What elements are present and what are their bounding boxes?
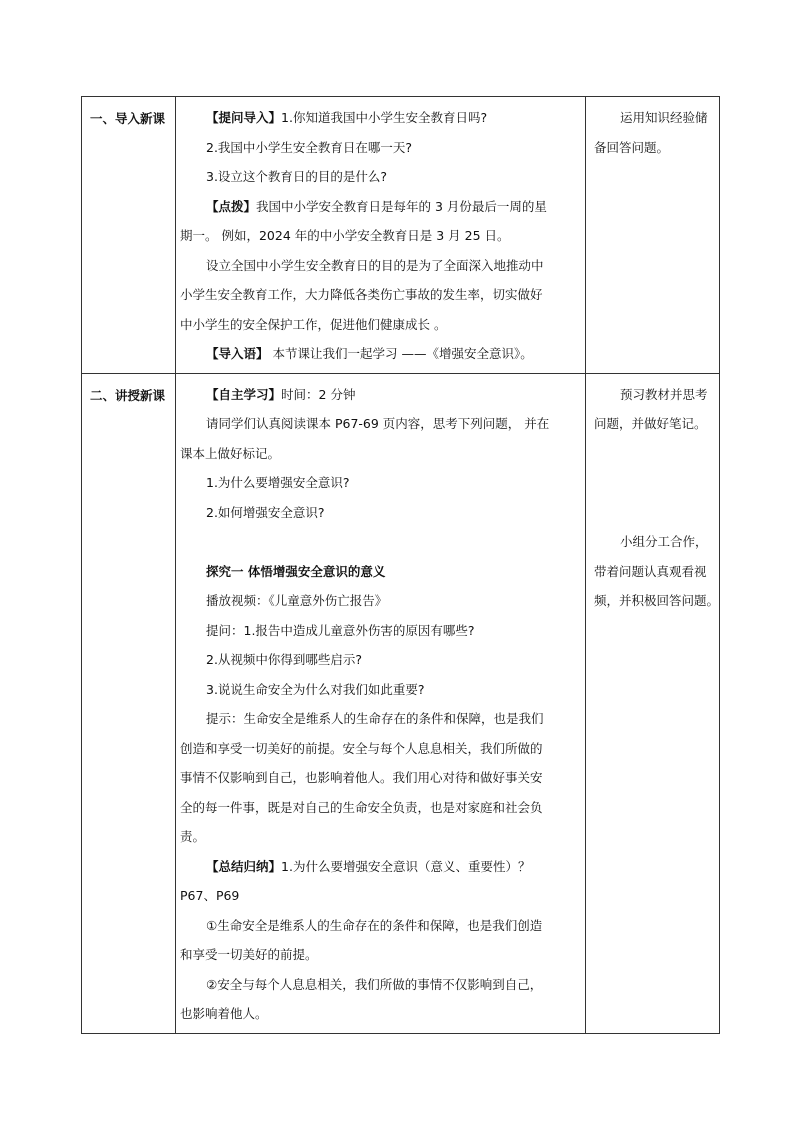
- teacher-activity-cell: [176, 373, 586, 1033]
- student-activity-cell: [586, 97, 720, 374]
- section-title: 一、导入新课: [90, 111, 166, 126]
- study-question-2: 2.如何增强安全意识?: [206, 504, 325, 520]
- reading-line-1: 请同学们认真阅读课本 P67-69 页内容，思考下列问题， 并在: [206, 416, 550, 431]
- student-activity-cell: [586, 373, 720, 1033]
- ask-3: 3.说说生命安全为什么对我们如此重要?: [206, 681, 425, 697]
- question-1: 【提问导入】1.你知道我国中小学生安全教育日吗?: [206, 110, 488, 125]
- student-note-line-1: 运用知识经验储: [620, 110, 708, 125]
- student-note-line-4: 带着问题认真观看视: [594, 563, 707, 579]
- intro-line: 【导入语】 本节课让我们一起学习 ——《增强安全意识》。: [206, 346, 533, 361]
- reading-line-2: 课本上做好标记。: [180, 445, 281, 461]
- student-note-line-2: 问题，并做好笔记。: [594, 416, 707, 431]
- tip-line-1: 提示：生命安全是维系人的生命存在的条件和保障，也是我们: [206, 711, 544, 726]
- summary-pages: P67、P69: [180, 888, 240, 903]
- section-row-new-lesson: [82, 373, 720, 1033]
- section-title-cell: [82, 97, 176, 374]
- hint-label: 【点拨】: [206, 198, 257, 214]
- tip-line-2: 创造和享受一切美好的前提。安全与每个人息息相关，我们所做的: [180, 740, 543, 756]
- student-note-line-3: 小组分工合作，: [620, 534, 708, 549]
- summary-label: 【总结归纳】: [206, 858, 282, 874]
- video-line: 播放视频：《儿童意外伤亡报告》: [206, 593, 388, 608]
- tip-line-3: 事情不仅影响到自己，也影响着他人。我们用心对待和做好事关安: [180, 770, 543, 785]
- teacher-activity-cell: [176, 97, 586, 374]
- self-study-line: 【自主学习】时间：2 分钟: [206, 386, 356, 402]
- ask-2: 2.从视频中你得到哪些启示?: [206, 652, 363, 667]
- tip-line-5: 责。: [180, 829, 206, 844]
- hint-line-2: 期一。 例如，2024 年的中小学安全教育日是 3 月 25 日。: [180, 228, 510, 243]
- point-1-line-2: 和享受一切美好的前提。: [180, 947, 318, 962]
- student-note-line-2: 备回答问题。: [594, 139, 670, 155]
- section-title-cell: [82, 373, 176, 1033]
- self-study-label: 【自主学习】: [206, 386, 282, 402]
- intro-label: 【导入语】: [206, 346, 269, 361]
- study-question-1: 1.为什么要增强安全意识?: [206, 475, 350, 490]
- question-3: 3.设立这个教育日的目的是什么?: [206, 169, 388, 184]
- point-2-line-2: 也影响着他人。: [180, 1006, 268, 1021]
- purpose-line-2: 小学生安全教育工作，大力降低各类伤亡事故的发生率，切实做好: [180, 287, 543, 302]
- hint-line-1: 【点拨】我国中小学安全教育日是每年的 3 月份最后一周的星: [206, 198, 547, 214]
- summary-line: 【总结归纳】1.为什么要增强安全意识（意义、重要性）？: [206, 858, 531, 874]
- question-2: 2.我国中小学生安全教育日在哪一天?: [206, 139, 413, 155]
- student-note-line-5: 频，并积极回答问题。: [594, 593, 720, 608]
- section-title: 二、讲授新课: [90, 387, 166, 403]
- purpose-line-1: 设立全国中小学生安全教育日的目的是为了全面深入地推动中: [206, 257, 544, 273]
- point-2-line-1: ②安全与每个人息息相关，我们所做的事情不仅影响到自己，: [206, 976, 543, 992]
- lesson-plan-table: [81, 96, 720, 1034]
- question-label: 【提问导入】: [206, 110, 282, 125]
- student-note-line-1: 预习教材并思考: [620, 386, 708, 402]
- section-row-intro: [82, 97, 720, 374]
- explore-title: 探究一 体悟增强安全意识的意义: [206, 563, 386, 579]
- tip-line-4: 全的每一件事，既是对自己的生命安全负责，也是对家庭和社会负: [180, 799, 543, 815]
- ask-1: 提问：1.报告中造成儿童意外伤害的原因有哪些?: [206, 622, 475, 638]
- purpose-line-3: 中小学生的安全保护工作，促进他们健康成长 。: [180, 316, 447, 332]
- point-1-line-1: ①生命安全是维系人的生命存在的条件和保障，也是我们创造: [206, 917, 543, 933]
